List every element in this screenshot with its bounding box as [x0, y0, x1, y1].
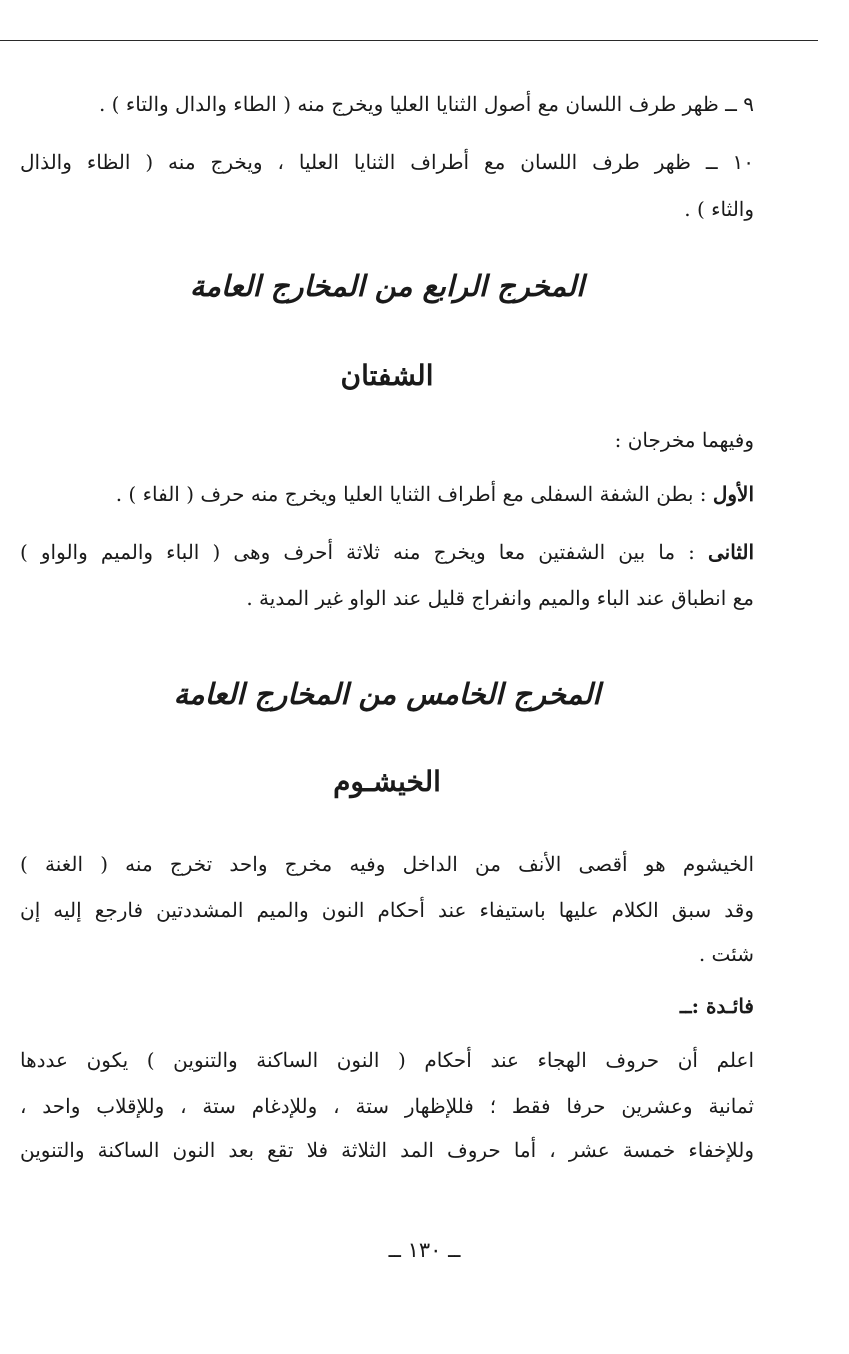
section-5-subheading: الخيشـوم	[333, 765, 441, 798]
second-label: الثانى	[707, 540, 754, 564]
section-5-paragraph-line-1: الخيشوم هو أقصى الأنف من الداخل وفيه مخرج واحد تخرج منه ( الغنة )	[20, 852, 754, 876]
section-4-second-line-2: مع انطباق عند الباء والميم وانفراج قليل عند الواو غير المدية .	[246, 586, 754, 610]
item-9: ٩ ــ ظهر طرف اللسان مع أصول الثنايا العليا ويخرج منه ( الطاء والدال والتاء ) .	[98, 92, 754, 116]
section-5-paragraph-line-3: شئت .	[698, 942, 754, 966]
note-line-3: وللإخفاء خمسة عشر ، أما حروف المد الثلاثة فلا تقع بعد النون الساكنة والتنوين	[20, 1138, 754, 1162]
section-4-heading: المخرج الرابع من المخارج العامة	[189, 269, 585, 303]
note-line-1: اعلم أن حروف الهجاء عند أحكام ( النون الساكنة والتنوين ) يكون عددها	[20, 1048, 754, 1072]
first-label: الأول	[712, 482, 754, 506]
first-text: : بطن الشفة السفلى مع أطراف الثنايا العليا ويخرج منه حرف ( الفاء ) .	[115, 482, 713, 506]
section-4-intro: وفيهما مخرجان :	[614, 428, 754, 452]
section-5-heading: المخرج الخامس من المخارج العامة	[173, 677, 601, 711]
second-text-line-1: : ما بين الشفتين معا ويخرج منه ثلاثة أحرف وهى ( الباء والميم والواو )	[20, 540, 708, 564]
section-4-subheading: الشفتان	[340, 359, 434, 392]
note-label: فائـدة :ــ	[679, 994, 754, 1018]
section-4-second-line-1	[20, 536, 754, 568]
page-body	[20, 0, 754, 1354]
section-4-first	[20, 478, 754, 510]
item-10-line-1: ١٠ ــ ظهر طرف اللسان مع أطراف الثنايا العليا ، ويخرج منه ( الظاء والذال	[20, 150, 754, 174]
section-5-paragraph-line-2: وقد سبق الكلام عليها باستيفاء عند أحكام النون والميم المشددتين فارجع إليه إن	[20, 898, 754, 922]
page-number: ــ ١٣٠ ــ	[388, 1238, 461, 1262]
item-10-line-2: والثاء ) .	[684, 197, 754, 221]
note-line-2: ثمانية وعشرين حرفا فقط ؛ فللإظهار ستة ، وللإدغام ستة ، وللإقلاب واحد ،	[20, 1094, 754, 1118]
